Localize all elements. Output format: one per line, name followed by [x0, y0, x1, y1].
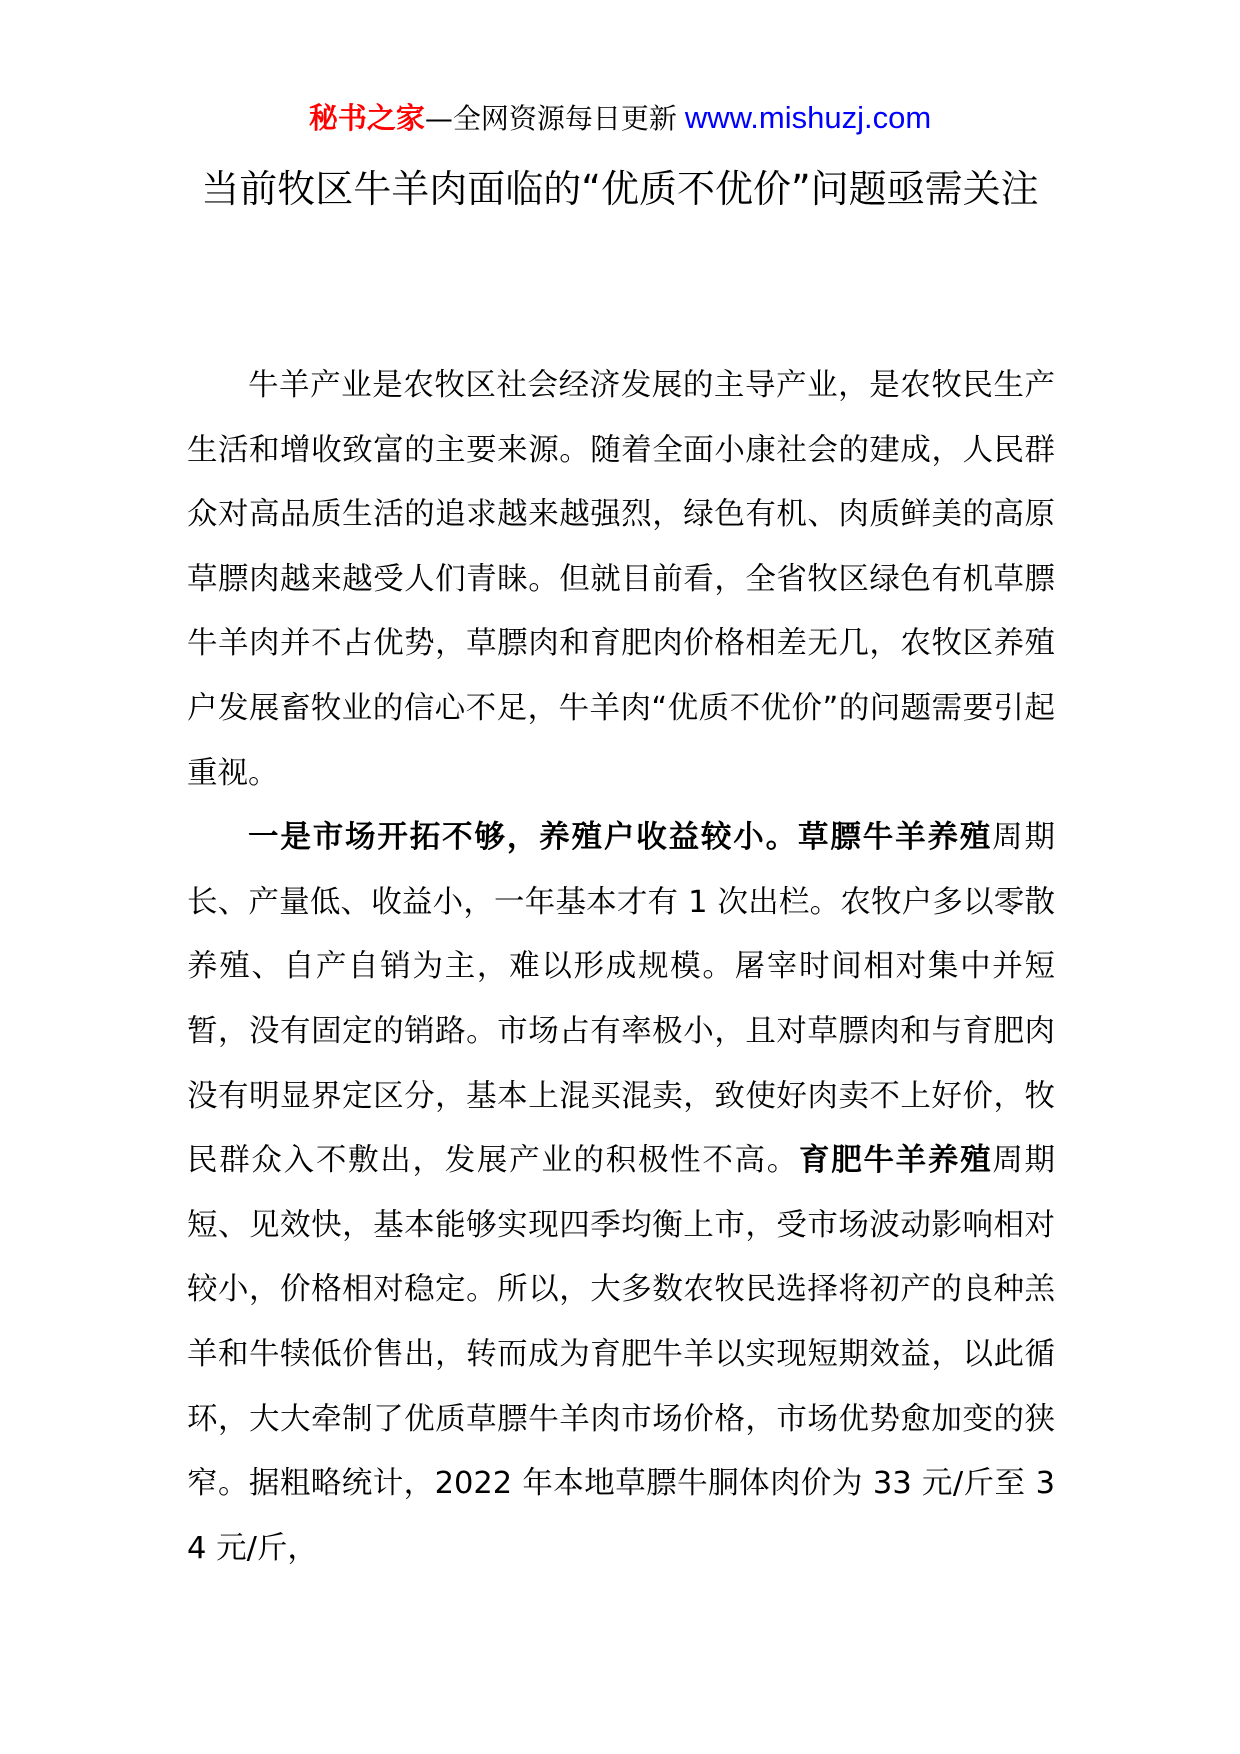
paragraph-text: 周期长、产量低、收益小，一年基本才有 1 次出栏。农牧户多以零散养殖、自产自销为主，难以形成规模。屠宰时间相对集中并短暂，没有固定的销路。市场占有率极小，且对草膘肉和与育肥肉没有明显界定区分，基本上混买混卖，致使好肉卖不上好价，牧民群众入不敷出，发展产业的积极性不高。	[187, 820, 1056, 1179]
bold-term: 育肥牛羊养殖	[799, 1143, 993, 1179]
paragraph-text: 周期短、见效快，基本能够实现四季均衡上市，受市场波动影响相对较小，价格相对稳定。所以，大多数农牧民选择将初产的良种羔羊和牛犊低价售出，转而成为育肥牛羊以实现短期效益，以此循环，大大牵制了优质草膘牛羊肉市场价格，市场优势愈加变的狭窄。据粗略统计，2022 年本地草膘牛胴体肉价为 33 元/斤至 34 元/斤，	[187, 1143, 1056, 1566]
watermark-header	[0, 98, 1240, 139]
intro-paragraph: 牛羊产业是农牧区社会经济发展的主导产业，是农牧民生产生活和增收致富的主要来源。随着全面小康社会的建成，人民群众对高品质生活的追求越来越强烈，绿色有机、肉质鲜美的高原草膘肉越来越受人们青睐。但就目前看，全省牧区绿色有机草膘牛羊肉并不占优势，草膘肉和育肥肉价格相差无几，农牧区养殖户发展畜牧业的信心不足，牛羊肉“优质不优价”的问题需要引起重视。	[187, 368, 1055, 791]
section-one-paragraph	[187, 806, 1055, 1581]
site-url-link[interactable]: www.mishuzj.com	[684, 100, 932, 135]
section-heading: 一是市场开拓不够，养殖户收益较小。	[248, 820, 799, 856]
document-body	[187, 354, 1055, 1581]
header-tagline: —全网资源每日更新	[424, 102, 677, 135]
brand-name: 秘书之家	[308, 101, 425, 135]
bold-term: 草膘牛羊养殖	[798, 820, 993, 856]
document-title: 当前牧区牛羊肉面临的“优质不优价”问题亟需关注	[201, 167, 1039, 211]
